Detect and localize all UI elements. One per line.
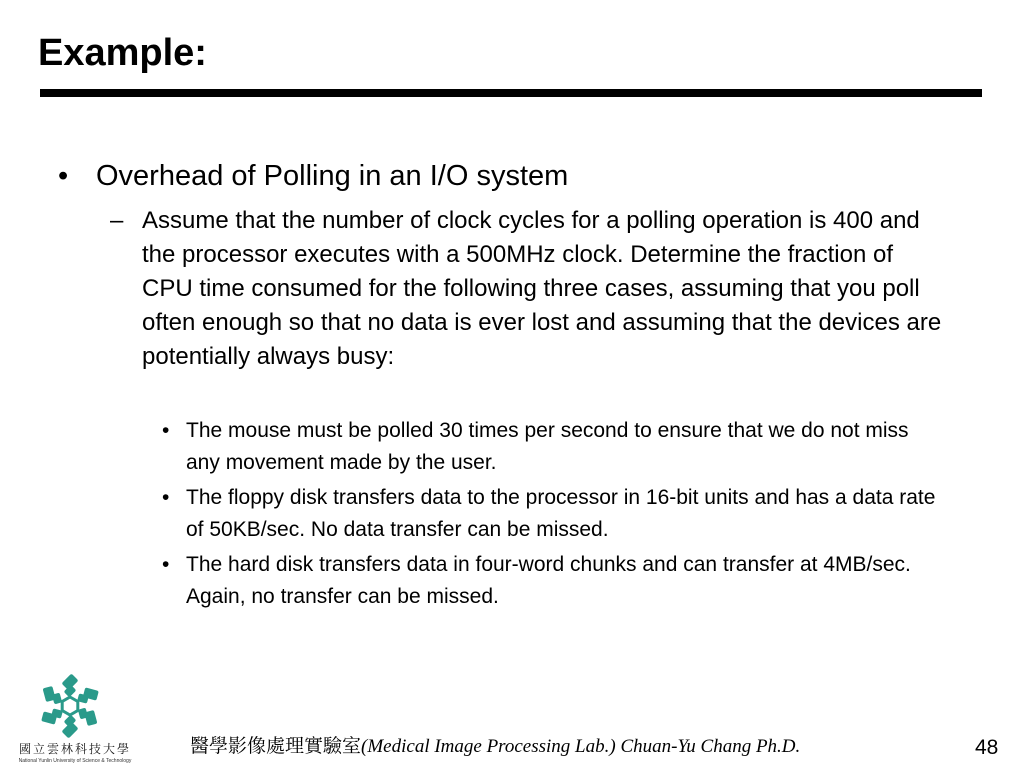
slide-title: Example: <box>38 32 207 74</box>
bullet-level1-text: Overhead of Polling in an I/O system <box>96 160 569 192</box>
footer-credit <box>190 733 950 760</box>
bullet-level3-mouse <box>162 415 946 478</box>
bullet-level3-harddisk <box>162 549 946 612</box>
bullet-marker: • <box>162 553 170 576</box>
university-logo <box>8 672 142 768</box>
bullet-marker: • <box>58 160 69 192</box>
bullet-level3-text: The mouse must be polled 30 times per second to ensure that we do not miss any movement made by the user. <box>186 419 909 474</box>
title-divider <box>40 89 982 97</box>
lab-name-en: (Medical Image Processing Lab.) Chuan-Yu Chang Ph.D. <box>361 736 801 757</box>
bullet-level1 <box>58 158 976 194</box>
university-name-zh: 國立雲林科技大學 <box>18 742 131 756</box>
bullet-level3-floppy <box>162 482 946 545</box>
bullet-marker: • <box>162 419 170 442</box>
bullet-level2 <box>110 204 942 374</box>
bullet-level3-text: The floppy disk transfers data to the processor in 16-bit units and has a data rate of 50KB/sec. No data transfer can be missed. <box>186 486 936 541</box>
dash-marker: – <box>110 207 124 234</box>
lab-name-zh: 醫學影像處理實驗室 <box>190 735 362 757</box>
university-snowflake-logo-icon <box>36 672 104 740</box>
bullet-marker: • <box>162 486 170 509</box>
bullet-level2-text: Assume that the number of clock cycles for a polling operation is 400 and the processor executes with a 500MHz clock. Determine the fraction of CPU time consumed for the following three cases, assuming that you poll often enough so that no data is ever lost and assuming that the devices are potentially always busy: <box>142 207 942 370</box>
bullet-level3-text: The hard disk transfers data in four-word chunks and can transfer at 4MB/sec. Again, no transfer can be missed. <box>186 553 911 608</box>
page-number: 48 <box>975 736 999 759</box>
university-name-en: National Yunlin University of Science & Technology <box>18 758 132 764</box>
